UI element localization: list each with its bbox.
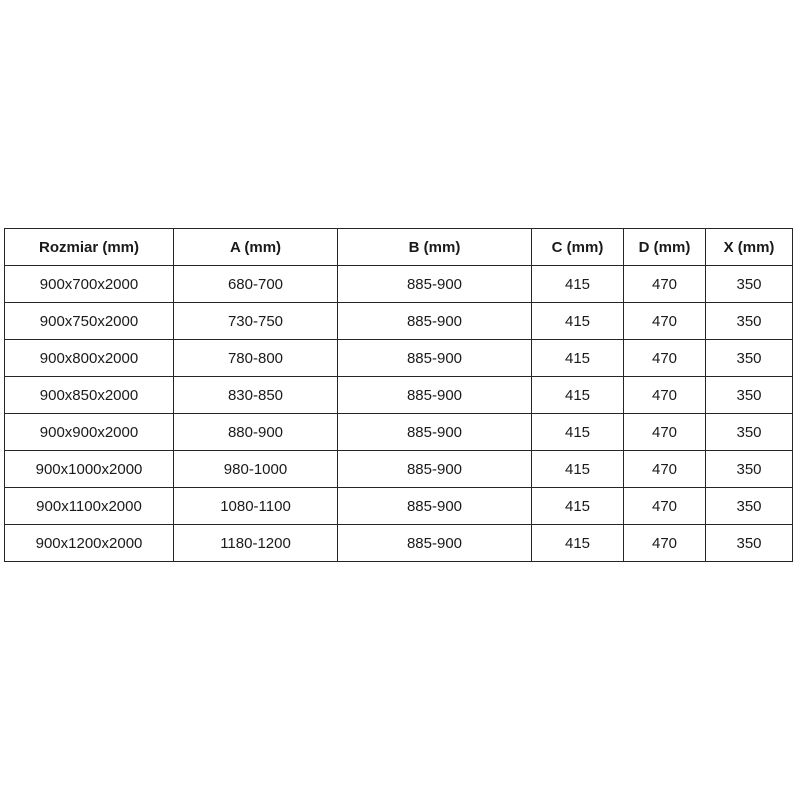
column-header: C (mm) <box>532 229 624 266</box>
table-cell: 470 <box>624 488 706 525</box>
table-cell: 350 <box>706 488 793 525</box>
table-cell: 415 <box>532 488 624 525</box>
table-row <box>5 451 793 488</box>
table-row <box>5 377 793 414</box>
column-header: A (mm) <box>174 229 338 266</box>
table-cell: 350 <box>706 414 793 451</box>
table-cell: 415 <box>532 303 624 340</box>
table-cell: 980-1000 <box>174 451 338 488</box>
table-cell: 680-700 <box>174 266 338 303</box>
table-cell: 350 <box>706 303 793 340</box>
table-row <box>5 488 793 525</box>
table-cell: 415 <box>532 266 624 303</box>
table-cell: 470 <box>624 377 706 414</box>
table-cell: 880-900 <box>174 414 338 451</box>
table-cell: 780-800 <box>174 340 338 377</box>
table-row <box>5 303 793 340</box>
table-cell: 415 <box>532 340 624 377</box>
table-cell: 1180-1200 <box>174 525 338 562</box>
table-cell: 885-900 <box>338 488 532 525</box>
table-cell: 1080-1100 <box>174 488 338 525</box>
table-cell: 900x1200x2000 <box>5 525 174 562</box>
table-cell: 470 <box>624 303 706 340</box>
table-cell: 470 <box>624 451 706 488</box>
table-cell: 470 <box>624 525 706 562</box>
table-cell: 885-900 <box>338 266 532 303</box>
table-body <box>5 266 793 562</box>
table-cell: 900x800x2000 <box>5 340 174 377</box>
column-header: B (mm) <box>338 229 532 266</box>
table-cell: 415 <box>532 525 624 562</box>
table-cell: 900x1100x2000 <box>5 488 174 525</box>
table-cell: 900x900x2000 <box>5 414 174 451</box>
table-cell: 350 <box>706 377 793 414</box>
table-cell: 885-900 <box>338 525 532 562</box>
table-row <box>5 266 793 303</box>
table-cell: 730-750 <box>174 303 338 340</box>
table-cell: 470 <box>624 266 706 303</box>
table-cell: 885-900 <box>338 303 532 340</box>
table-cell: 885-900 <box>338 340 532 377</box>
table-cell: 900x750x2000 <box>5 303 174 340</box>
table-cell: 885-900 <box>338 377 532 414</box>
column-header: D (mm) <box>624 229 706 266</box>
table-cell: 350 <box>706 525 793 562</box>
table-cell: 415 <box>532 414 624 451</box>
table-cell: 900x700x2000 <box>5 266 174 303</box>
table-cell: 885-900 <box>338 414 532 451</box>
size-spec-table <box>4 228 793 562</box>
table-cell: 885-900 <box>338 451 532 488</box>
table-row <box>5 525 793 562</box>
table-row <box>5 340 793 377</box>
table-cell: 830-850 <box>174 377 338 414</box>
table-cell: 350 <box>706 266 793 303</box>
column-header: Rozmiar (mm) <box>5 229 174 266</box>
table-cell: 470 <box>624 414 706 451</box>
table-header-row <box>5 229 793 266</box>
table-row <box>5 414 793 451</box>
table-cell: 900x1000x2000 <box>5 451 174 488</box>
table-cell: 900x850x2000 <box>5 377 174 414</box>
column-header: X (mm) <box>706 229 793 266</box>
table-cell: 415 <box>532 377 624 414</box>
table-cell: 350 <box>706 451 793 488</box>
table-cell: 415 <box>532 451 624 488</box>
table-cell: 470 <box>624 340 706 377</box>
table-cell: 350 <box>706 340 793 377</box>
